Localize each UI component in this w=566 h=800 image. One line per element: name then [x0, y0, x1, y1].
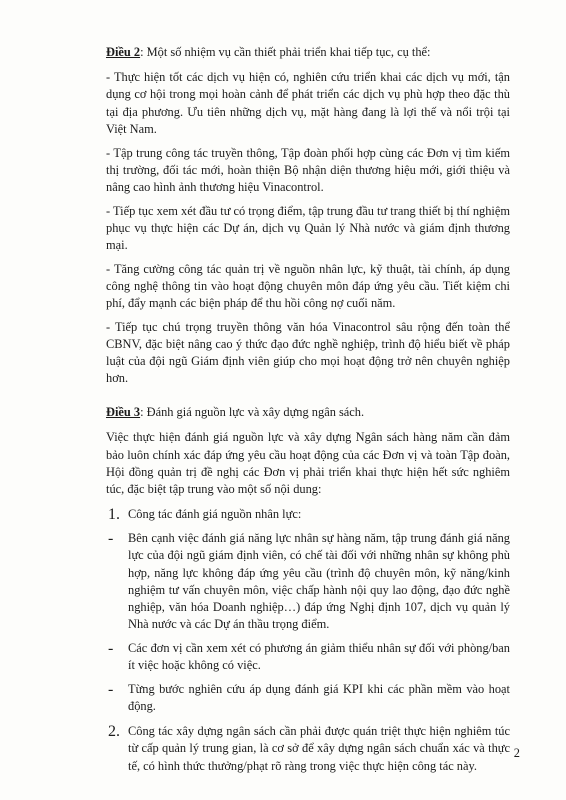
bullet-text-3: Từng bước nghiên cứu áp dụng đánh giá KPI khi các phần mềm vào hoạt động. — [128, 681, 510, 713]
article-2-item-5: - Tiếp tục chú trọng truyền thông văn hóa Vinacontrol sâu rộng đến toàn thể CBNV, đặc biệt nâng cao ý thức đạo đức nghề nghiệp, trình độ hiểu biết về pháp luật của đội ngũ Giám định viên giúp cho mọi hoạt động trở nên chuyên nghiệp hơn. — [106, 319, 510, 386]
numbered-item-1 — [108, 506, 510, 524]
bullet-item — [106, 530, 510, 633]
dash-marker: - — [108, 530, 114, 548]
article-3-intro: Việc thực hiện đánh giá nguồn lực và xây dựng Ngân sách hàng năm cần đảm bảo luôn chính xác đáp ứng yêu cầu hoạt động của các Đơn vị và toàn Tập đoàn, Hội đồng quản trị đề nghị các Đơn vị phải triển khai thực hiện hết sức nghiêm túc, đặc biệt tập trung vào một số nội dung: — [106, 430, 510, 496]
article-2-heading — [106, 44, 510, 61]
numbered-item-1-text: Công tác đánh giá nguồn nhân lực: — [128, 507, 302, 522]
numbered-item-2 — [108, 723, 510, 775]
numbered-item-2-number: 2. — [108, 723, 120, 741]
page-number: 2 — [513, 746, 520, 760]
article-3-heading — [106, 404, 510, 421]
article-2-item-1: - Thực hiện tốt các dịch vụ hiện có, nghiên cứu triển khai các dịch vụ mới, tận dụng cơ hội trong mọi hoàn cảnh để phát triển các dịch vụ phù hợp theo đặc thù tại địa phương. Ưu tiên những dịch vụ, mặt hàng đang là lợi thế và nổi trội tại Việt Nam. — [106, 70, 510, 136]
dash-marker: - — [108, 680, 114, 698]
article-2-item-2: - Tập trung công tác truyền thông, Tập đoàn phối hợp cùng các Đơn vị tìm kiếm thị trường, đối tác mới, hoàn thiện Bộ nhận diện thương hiệu mới, giới thiệu và nâng cao hình ảnh thương hiệu Vinacontrol. — [106, 145, 510, 194]
numbered-item-1-number: 1. — [108, 506, 120, 524]
bullet-item — [106, 681, 510, 715]
article-2-title: Điều 2 — [106, 45, 141, 59]
numbered-item-2-text: Công tác xây dựng ngân sách cần phải được quán triệt thực hiện nghiêm túc từ cấp quản lý trung gian, là cơ sở để xây dựng ngân sách chuẩn xác và thực tế, có hình thức thưởng/phạt rõ ràng trong việc thực hiện công tác này. — [128, 724, 510, 773]
article-2-heading-text: : Một số nhiệm vụ cần thiết phải triển khai tiếp tục, cụ thể: — [140, 45, 431, 59]
article-3-heading-text: : Đánh giá nguồn lực và xây dựng ngân sách. — [140, 405, 365, 420]
article-3-title: Điều 3 — [106, 405, 141, 420]
article-2-item-3: - Tiếp tục xem xét đầu tư có trọng điểm, tập trung đầu tư trang thiết bị thí nghiệm phục vụ thực hiện các Dự án, dịch vụ Quản lý Nhà nước và giám định thương mại. — [106, 203, 511, 253]
dash-marker: - — [108, 639, 114, 657]
article-2-item-4: - Tăng cường công tác quản trị về nguồn nhân lực, kỹ thuật, tài chính, áp dụng công nghệ thông tin vào hoạt động chuyên môn đáp ứng yêu cầu. Tiết kiệm chi phí, đẩy mạnh các biện pháp để thu hồi công nợ cuối năm. — [106, 261, 510, 311]
bullet-text-2: Các đơn vị cần xem xét có phương án giảm thiểu nhân sự đối với phòng/ban ít việc hoặc không có việc. — [128, 640, 510, 673]
bullet-item — [106, 640, 510, 674]
bullet-text-1: Bên cạnh việc đánh giá năng lực nhân sự hàng năm, tập trung đánh giá năng lực của đội ngũ giám định viên, có chế tài đối với những nhân sự không phù hợp, năng lực không đáp ứng yêu cầu (trình độ chuyên môn, kỹ năng/kinh nghiệm tư vấn chuyên môn, việc chấp hành nội quy lao động, đạo đức nghề nghiệp, văn hóa Doanh nghiệp…) đáp ứng Nghị định 107, dịch vụ quản lý Nhà nước và các Dự án thầu trọng điểm. — [128, 531, 510, 632]
